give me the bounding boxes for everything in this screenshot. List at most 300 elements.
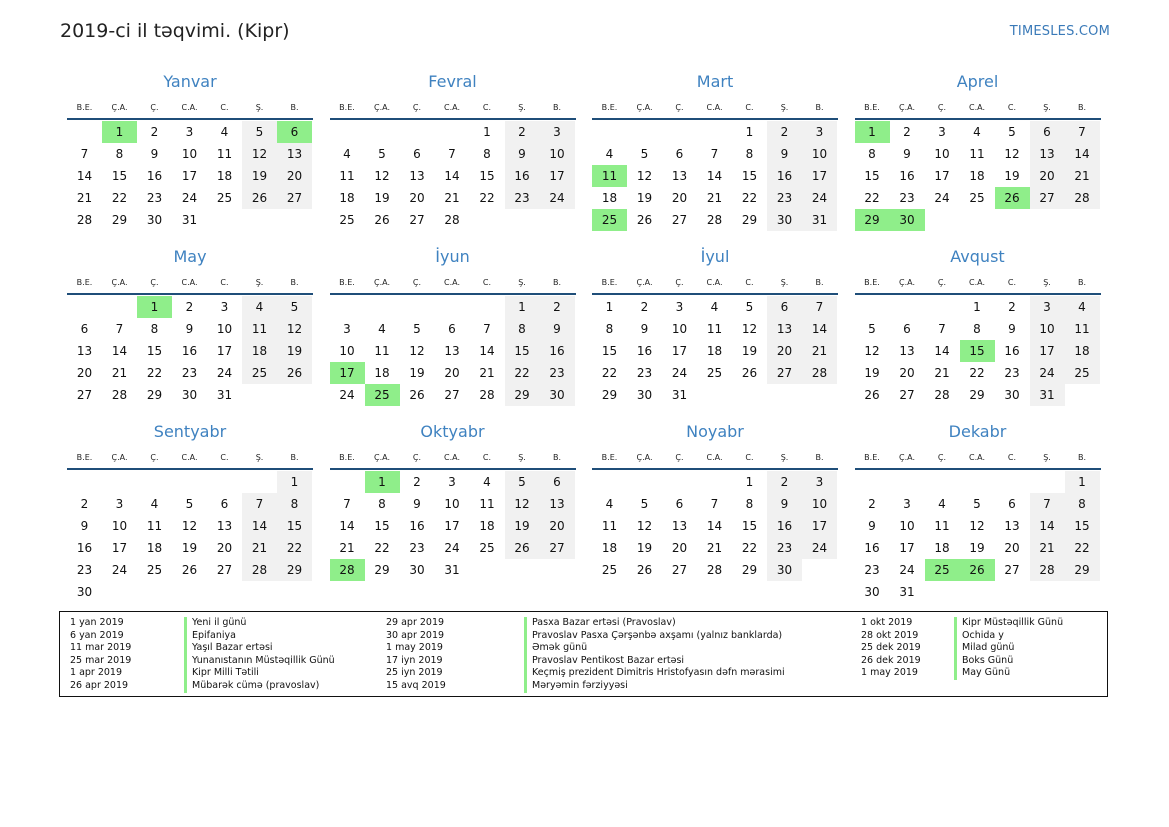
holiday-date: 29 apr 2019 bbox=[386, 617, 445, 628]
legend-date-column bbox=[70, 617, 131, 693]
day-cell: 7 bbox=[80, 147, 89, 161]
day-cell: 11 bbox=[1065, 318, 1100, 340]
day-cell: 5 bbox=[640, 497, 649, 511]
day-cell: 30 bbox=[864, 585, 880, 599]
day-cell: 18 bbox=[216, 169, 233, 183]
day-cell: 6 bbox=[675, 147, 684, 161]
day-cell: 5 bbox=[640, 147, 649, 161]
day-cell: 27 bbox=[444, 388, 460, 402]
site-link[interactable]: TIMESLES.COM bbox=[1009, 24, 1110, 39]
day-cell: 13 bbox=[671, 519, 688, 533]
holiday-day-cell: 1 bbox=[137, 296, 172, 318]
day-cell: 10 bbox=[339, 344, 355, 358]
day-cell: 12 bbox=[505, 493, 540, 515]
day-cell: 27 bbox=[767, 362, 802, 384]
day-cell: 4 bbox=[605, 147, 614, 161]
day-cell: 9 bbox=[413, 497, 421, 511]
day-cell: 17 bbox=[540, 165, 575, 187]
weekday-label: Ç. bbox=[675, 453, 684, 462]
day-cell: 9 bbox=[767, 143, 802, 165]
day-cell: 21 bbox=[802, 340, 837, 362]
day-cell: 28 bbox=[76, 213, 93, 227]
weekday-label: Ç. bbox=[412, 103, 422, 112]
day-cell: 6 bbox=[767, 296, 802, 318]
day-cell: 26 bbox=[409, 388, 425, 402]
weekday-label: Ş. bbox=[255, 453, 264, 462]
weekday-label: B.E. bbox=[601, 453, 618, 462]
holiday-date: 17 iyn 2019 bbox=[386, 654, 443, 666]
day-cell: 8 bbox=[745, 497, 754, 511]
weekday-header bbox=[330, 453, 576, 467]
day-cell: 20 bbox=[671, 541, 688, 555]
day-cell: 30 bbox=[540, 384, 575, 406]
day-cell: 16 bbox=[146, 169, 163, 183]
day-cell: 2 bbox=[767, 471, 802, 493]
day-cell: 9 bbox=[150, 147, 159, 161]
day-cell: 6 bbox=[413, 147, 421, 161]
day-cell: 18 bbox=[374, 366, 390, 380]
month-title: Fevral bbox=[428, 72, 477, 91]
day-cell: 6 bbox=[1030, 121, 1065, 143]
day-cell: 19 bbox=[505, 515, 540, 537]
day-cell: 26 bbox=[505, 537, 540, 559]
weekday-header bbox=[330, 278, 576, 292]
weekday-label: Ş. bbox=[518, 278, 526, 287]
weekday-label: B. bbox=[552, 453, 562, 462]
day-cell: 10 bbox=[1030, 318, 1065, 340]
legend-date-column bbox=[861, 617, 921, 680]
day-cell: 10 bbox=[216, 322, 233, 336]
day-cell: 1 bbox=[1065, 471, 1100, 493]
day-cell: 10 bbox=[934, 147, 950, 161]
day-cell: 11 bbox=[216, 147, 233, 161]
day-cell: 3 bbox=[1030, 296, 1065, 318]
month-title: Aprel bbox=[956, 72, 999, 91]
day-cell: 27 bbox=[899, 388, 915, 402]
day-cell: 17 bbox=[802, 165, 837, 187]
day-cell: 10 bbox=[899, 519, 915, 533]
day-cell: 2 bbox=[150, 125, 159, 139]
header-rule bbox=[855, 293, 1101, 295]
day-cell: 10 bbox=[111, 519, 128, 533]
day-cell: 27 bbox=[76, 388, 93, 402]
weekday-label: C.A. bbox=[706, 453, 723, 462]
holiday-day-cell: 6 bbox=[277, 121, 312, 143]
day-cell: 8 bbox=[1065, 493, 1100, 515]
day-cell: 4 bbox=[483, 475, 491, 489]
day-cell: 11 bbox=[706, 322, 723, 336]
weekday-label: Ş. bbox=[780, 278, 789, 287]
weekday-label: C.A. bbox=[443, 278, 460, 287]
day-cell: 6 bbox=[220, 497, 229, 511]
day-cell: 8 bbox=[483, 147, 491, 161]
day-cell: 22 bbox=[277, 537, 312, 559]
weekday-label: Ç.A. bbox=[636, 453, 653, 462]
day-cell: 22 bbox=[741, 541, 758, 555]
day-cell: 9 bbox=[640, 322, 649, 336]
day-cell: 15 bbox=[741, 169, 758, 183]
day-cell: 18 bbox=[969, 169, 985, 183]
day-cell: 8 bbox=[505, 318, 540, 340]
weekday-label: C.A. bbox=[968, 453, 985, 462]
day-cell: 15 bbox=[601, 344, 618, 358]
holiday-name: Ochida y bbox=[954, 630, 1063, 643]
day-cell: 7 bbox=[448, 147, 456, 161]
holiday-day-cell: 25 bbox=[925, 559, 960, 581]
day-cell: 13 bbox=[277, 143, 312, 165]
day-cell: 16 bbox=[767, 515, 802, 537]
page-title: 2019-ci il təqvimi. (Kipr) bbox=[60, 20, 290, 42]
legend-name-column bbox=[954, 617, 1063, 680]
weekday-label: C. bbox=[482, 103, 492, 112]
month-title: Dekabr bbox=[948, 422, 1007, 441]
day-cell: 9 bbox=[505, 143, 540, 165]
day-cell: 10 bbox=[444, 497, 460, 511]
header-rule bbox=[330, 118, 576, 120]
day-cell: 13 bbox=[409, 169, 425, 183]
day-cell: 11 bbox=[969, 147, 985, 161]
day-cell: 22 bbox=[505, 362, 540, 384]
day-cell: 9 bbox=[540, 318, 575, 340]
day-cell: 28 bbox=[111, 388, 128, 402]
day-cell: 5 bbox=[745, 300, 754, 314]
day-cell: 24 bbox=[802, 187, 837, 209]
day-cell: 18 bbox=[601, 191, 618, 205]
day-cell: 29 bbox=[505, 384, 540, 406]
holiday-name: Kipr Müstəqillik Günü bbox=[954, 617, 1063, 630]
day-cell: 24 bbox=[216, 366, 233, 380]
weekday-label: C. bbox=[220, 278, 229, 287]
holiday-day-cell: 1 bbox=[365, 471, 400, 493]
day-cell: 31 bbox=[802, 209, 837, 231]
weekday-label: C.A. bbox=[706, 278, 723, 287]
day-cell: 4 bbox=[605, 497, 614, 511]
day-cell: 7 bbox=[483, 322, 491, 336]
day-cell: 30 bbox=[767, 559, 802, 581]
weekday-label: B. bbox=[552, 278, 562, 287]
day-cell: 2 bbox=[185, 300, 194, 314]
day-cell: 19 bbox=[864, 366, 880, 380]
day-cell: 18 bbox=[146, 541, 163, 555]
weekday-label: Ş. bbox=[518, 453, 526, 462]
day-cell: 23 bbox=[146, 191, 163, 205]
holiday-name: Əmək günü bbox=[524, 642, 785, 655]
day-cell: 8 bbox=[605, 322, 614, 336]
day-cell: 23 bbox=[1004, 366, 1020, 380]
holiday-name: Keçmiş prezident Dimitris Hristofyasın dəfn mərasimi bbox=[524, 667, 785, 680]
day-cell: 13 bbox=[767, 318, 802, 340]
day-cell: 3 bbox=[540, 121, 575, 143]
day-cell: 14 bbox=[444, 169, 460, 183]
day-cell: 28 bbox=[706, 563, 723, 577]
day-cell: 24 bbox=[111, 563, 128, 577]
day-cell: 16 bbox=[767, 165, 802, 187]
weekday-label: Ç. bbox=[937, 103, 947, 112]
weekday-label: B. bbox=[815, 278, 824, 287]
day-cell: 4 bbox=[938, 497, 946, 511]
day-cell: 10 bbox=[802, 143, 837, 165]
day-cell: 17 bbox=[444, 519, 460, 533]
day-cell: 15 bbox=[505, 340, 540, 362]
day-cell: 18 bbox=[601, 541, 618, 555]
day-cell: 21 bbox=[706, 191, 723, 205]
day-cell: 11 bbox=[339, 169, 355, 183]
day-cell: 12 bbox=[1004, 147, 1020, 161]
day-cell: 22 bbox=[864, 191, 880, 205]
day-cell: 12 bbox=[636, 519, 653, 533]
day-cell: 7 bbox=[802, 296, 837, 318]
day-cell: 22 bbox=[741, 191, 758, 205]
day-cell: 17 bbox=[111, 541, 128, 555]
weekday-label: C.A. bbox=[443, 453, 460, 462]
day-cell: 3 bbox=[938, 125, 946, 139]
holiday-day-cell: 26 bbox=[960, 559, 995, 581]
holiday-date: 15 avq 2019 bbox=[386, 679, 446, 691]
holiday-day-cell: 11 bbox=[592, 165, 627, 187]
weekday-label: C.A. bbox=[968, 103, 985, 112]
day-cell: 19 bbox=[636, 541, 653, 555]
day-cell: 25 bbox=[242, 362, 277, 384]
header-rule bbox=[592, 293, 838, 295]
day-cell: 16 bbox=[409, 519, 425, 533]
weekday-label: B.E. bbox=[339, 453, 355, 462]
legend-name-column bbox=[524, 617, 785, 693]
weekday-label: Ç.A. bbox=[898, 278, 915, 287]
day-cell: 21 bbox=[444, 191, 460, 205]
day-cell: 31 bbox=[899, 585, 915, 599]
holiday-name: Milad günü bbox=[954, 642, 1063, 655]
month-title: Noyabr bbox=[686, 422, 744, 441]
day-cell: 14 bbox=[706, 169, 723, 183]
day-cell: 9 bbox=[1008, 322, 1016, 336]
weekday-header bbox=[592, 278, 838, 292]
day-cell: 20 bbox=[76, 366, 93, 380]
holiday-date: 1 yan 2019 bbox=[70, 617, 124, 628]
day-cell: 23 bbox=[181, 366, 198, 380]
day-cell: 8 bbox=[868, 147, 876, 161]
day-cell: 4 bbox=[343, 147, 351, 161]
day-cell: 22 bbox=[601, 366, 618, 380]
day-cell: 20 bbox=[767, 340, 802, 362]
day-cell: 16 bbox=[1004, 344, 1020, 358]
day-cell: 24 bbox=[444, 541, 460, 555]
day-cell: 31 bbox=[181, 213, 198, 227]
day-cell: 30 bbox=[1004, 388, 1020, 402]
day-cell: 27 bbox=[671, 213, 688, 227]
day-cell: 21 bbox=[1030, 537, 1065, 559]
day-cell: 3 bbox=[802, 471, 837, 493]
day-cell: 7 bbox=[343, 497, 351, 511]
day-cell: 23 bbox=[540, 362, 575, 384]
day-cell: 10 bbox=[671, 322, 688, 336]
day-cell: 21 bbox=[111, 366, 128, 380]
day-cell: 8 bbox=[973, 322, 981, 336]
weekday-label: Ç.A. bbox=[373, 103, 390, 112]
weekday-label: C.A. bbox=[443, 103, 460, 112]
day-cell: 20 bbox=[540, 515, 575, 537]
day-cell: 15 bbox=[864, 169, 880, 183]
day-cell: 15 bbox=[277, 515, 312, 537]
day-cell: 17 bbox=[181, 169, 198, 183]
holiday-name: Kipr Milli Tətili bbox=[184, 667, 335, 680]
day-cell: 30 bbox=[146, 213, 163, 227]
day-cell: 20 bbox=[277, 165, 312, 187]
weekday-header bbox=[67, 453, 313, 467]
day-cell: 23 bbox=[864, 563, 880, 577]
day-cell: 14 bbox=[76, 169, 93, 183]
day-cell: 1 bbox=[605, 300, 614, 314]
day-cell: 25 bbox=[706, 366, 723, 380]
holiday-day-cell: 30 bbox=[890, 209, 925, 231]
day-cell: 24 bbox=[934, 191, 950, 205]
day-cell: 11 bbox=[479, 497, 495, 511]
day-cell: 17 bbox=[216, 344, 233, 358]
day-cell: 26 bbox=[242, 187, 277, 209]
month-title: Yanvar bbox=[163, 72, 217, 91]
holiday-date: 26 dek 2019 bbox=[861, 654, 921, 666]
day-cell: 11 bbox=[601, 519, 618, 533]
day-cell: 6 bbox=[540, 471, 575, 493]
holiday-date: 25 dek 2019 bbox=[861, 642, 921, 654]
day-cell: 12 bbox=[277, 318, 312, 340]
day-cell: 3 bbox=[343, 322, 351, 336]
day-cell: 3 bbox=[903, 497, 911, 511]
weekday-label: C. bbox=[745, 453, 754, 462]
weekday-label: B.E. bbox=[76, 278, 93, 287]
day-cell: 5 bbox=[973, 497, 981, 511]
weekday-label: Ç.A. bbox=[111, 453, 128, 462]
holiday-day-cell: 15 bbox=[960, 340, 995, 362]
day-cell: 3 bbox=[802, 121, 837, 143]
day-cell: 24 bbox=[339, 388, 355, 402]
day-cell: 15 bbox=[146, 344, 163, 358]
weekday-label: B.E. bbox=[601, 103, 618, 112]
holiday-name: Məryəmin fərziyyəsi bbox=[524, 680, 785, 693]
day-cell: 15 bbox=[741, 519, 758, 533]
day-cell: 24 bbox=[181, 191, 198, 205]
holiday-date: 26 apr 2019 bbox=[70, 679, 129, 691]
day-cell: 27 bbox=[540, 537, 575, 559]
weekday-label: Ç. bbox=[412, 453, 422, 462]
day-cell: 23 bbox=[767, 187, 802, 209]
day-cell: 29 bbox=[277, 559, 312, 581]
day-cell: 4 bbox=[150, 497, 159, 511]
day-cell: 14 bbox=[479, 344, 495, 358]
day-cell: 26 bbox=[636, 563, 653, 577]
day-cell: 13 bbox=[899, 344, 915, 358]
day-cell: 17 bbox=[1030, 340, 1065, 362]
day-cell: 23 bbox=[636, 366, 653, 380]
day-cell: 23 bbox=[767, 537, 802, 559]
day-cell: 18 bbox=[479, 519, 495, 533]
day-cell: 22 bbox=[111, 191, 128, 205]
day-cell: 7 bbox=[1065, 121, 1100, 143]
weekday-label: B. bbox=[552, 103, 562, 112]
day-cell: 4 bbox=[242, 296, 277, 318]
day-cell: 12 bbox=[242, 143, 277, 165]
day-cell: 15 bbox=[111, 169, 128, 183]
day-cell: 24 bbox=[899, 563, 915, 577]
day-cell: 13 bbox=[1030, 143, 1065, 165]
day-cell: 2 bbox=[903, 125, 911, 139]
day-cell: 8 bbox=[277, 493, 312, 515]
day-cell: 13 bbox=[1004, 519, 1020, 533]
weekday-label: Ç.A. bbox=[111, 278, 128, 287]
header-rule bbox=[330, 468, 576, 470]
day-cell: 5 bbox=[1008, 125, 1016, 139]
day-cell: 8 bbox=[378, 497, 386, 511]
day-cell: 19 bbox=[277, 340, 312, 362]
weekday-header bbox=[855, 103, 1101, 117]
weekday-header bbox=[855, 453, 1101, 467]
day-cell: 22 bbox=[969, 366, 985, 380]
weekday-label: C. bbox=[1007, 453, 1017, 462]
day-cell: 19 bbox=[1004, 169, 1020, 183]
day-cell: 21 bbox=[1065, 165, 1100, 187]
day-cell: 14 bbox=[1065, 143, 1100, 165]
weekday-label: B. bbox=[1077, 278, 1087, 287]
weekday-label: B. bbox=[1077, 103, 1087, 112]
weekday-label: B.E. bbox=[864, 453, 880, 462]
weekday-label: C.A. bbox=[968, 278, 985, 287]
day-cell: 26 bbox=[636, 213, 653, 227]
day-cell: 1 bbox=[745, 125, 754, 139]
weekday-label: Ş. bbox=[255, 278, 264, 287]
weekday-label: Ç.A. bbox=[636, 103, 653, 112]
day-cell: 8 bbox=[115, 147, 124, 161]
day-cell: 1 bbox=[973, 300, 981, 314]
holiday-day-cell: 25 bbox=[592, 209, 627, 231]
day-cell: 12 bbox=[636, 169, 653, 183]
day-cell: 29 bbox=[601, 388, 618, 402]
day-cell: 12 bbox=[374, 169, 390, 183]
day-cell: 30 bbox=[636, 388, 653, 402]
month-title: İyul bbox=[700, 247, 730, 266]
weekday-label: B. bbox=[815, 453, 824, 462]
weekday-label: C. bbox=[482, 453, 492, 462]
weekday-label: Ç.A. bbox=[636, 278, 653, 287]
day-cell: 11 bbox=[934, 519, 950, 533]
holiday-name: Mübarək cümə (pravoslav) bbox=[184, 680, 335, 693]
day-cell: 2 bbox=[640, 300, 649, 314]
day-cell: 19 bbox=[969, 541, 985, 555]
day-cell: 24 bbox=[802, 537, 837, 559]
day-cell: 3 bbox=[675, 300, 684, 314]
holiday-name: Yunanıstanın Müstəqillik Günü bbox=[184, 655, 335, 668]
day-cell: 8 bbox=[745, 147, 754, 161]
weekday-label: C. bbox=[1007, 278, 1017, 287]
day-cell: 17 bbox=[934, 169, 950, 183]
weekday-label: Ç. bbox=[150, 453, 159, 462]
holiday-name: Boks Günü bbox=[954, 655, 1063, 668]
day-cell: 7 bbox=[710, 147, 719, 161]
holiday-date: 11 mar 2019 bbox=[70, 642, 132, 654]
day-cell: 20 bbox=[216, 541, 233, 555]
day-cell: 4 bbox=[710, 300, 719, 314]
weekday-label: C. bbox=[745, 103, 754, 112]
weekday-label: C.A. bbox=[706, 103, 723, 112]
weekday-label: Ç.A. bbox=[111, 103, 128, 112]
day-cell: 5 bbox=[378, 147, 386, 161]
day-cell: 3 bbox=[448, 475, 456, 489]
day-cell: 3 bbox=[185, 125, 194, 139]
day-cell: 16 bbox=[899, 169, 915, 183]
header-rule bbox=[67, 468, 313, 470]
weekday-header bbox=[592, 103, 838, 117]
weekday-label: Ş. bbox=[780, 453, 789, 462]
day-cell: 24 bbox=[1030, 362, 1065, 384]
weekday-header bbox=[855, 278, 1101, 292]
